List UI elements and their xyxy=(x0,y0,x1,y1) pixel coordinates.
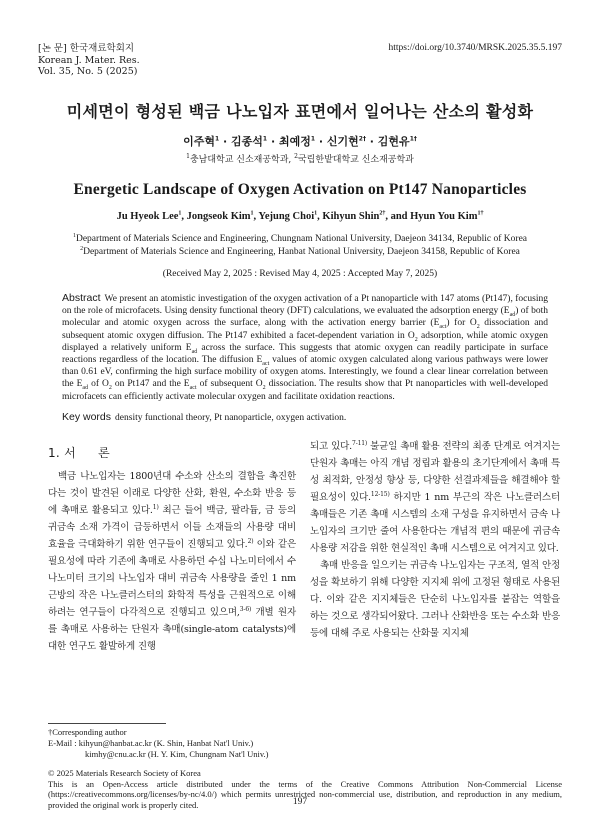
author-en-sup: 1† xyxy=(477,210,484,217)
abstract-text: of O xyxy=(88,379,109,390)
author-separator: · xyxy=(219,135,232,148)
citation: 3-6) xyxy=(239,605,252,613)
abstract-sub: ad xyxy=(82,385,89,392)
abstract-label: Abstract xyxy=(62,292,101,304)
author-kr-name: 이주혁 xyxy=(183,135,215,148)
author-en-name: Kihyun Shin xyxy=(322,211,380,222)
author-separator: · xyxy=(365,135,378,148)
author-en-sep: , xyxy=(317,211,323,222)
body-text: 최근 들어 백금, 팔라듐, 금 등의 귀금속 소재 가격이 급등하면서 이들 소재들의 사용량 대비 효율을 극대화하기 위한 연구들이 진행되고 있다. xyxy=(48,505,296,550)
body-text: 개별 원자를 촉매로 사용하는 단원자 촉매(single-atom catalysts)에 대한 연구도 활발하게 진행 xyxy=(48,607,296,652)
abstract-sub: 2 xyxy=(262,385,266,392)
citation: 2) xyxy=(247,537,254,545)
title-english: Energetic Landscape of Oxygen Activation on Pt147 Nanoparticles xyxy=(73,181,527,198)
affil-en-text: Department of Materials Science and Engineering, Hanbat National University, Daejeon 34158, Republic of Korea xyxy=(83,246,520,257)
abstract-text: We present an atomistic investigation of the oxygen activation of a Pt nanoparticle with 147 atoms (Pt147), focusing on the role of microfacets. Using density functional theory (DFT) calculations, we evaluated the adsorption energy (E xyxy=(62,294,548,317)
authors-korean xyxy=(0,133,600,149)
abstract-sub: 2 xyxy=(414,336,418,343)
abstract-sub: ad xyxy=(191,348,198,355)
author-en-sep: , and xyxy=(385,211,411,222)
citation: 7-11) xyxy=(352,439,368,447)
affiliations-korean xyxy=(0,152,600,165)
corresponding-author-footnote xyxy=(48,727,269,760)
paragraph xyxy=(310,557,560,642)
body-text: 촉매 반응을 일으키는 귀금속 나노입자는 구조적, 열적 안정성을 확보하기 위해 다양한 지지체 위에 고정된 형태로 사용된다. 이와 같은 지지체들은 단순히 나노입자를 붙잡는 역할을 하는 것으로 생각되어왔다. 그러나 산화반응 또는 수소화 반응 등에 대해 주로 사용되는 산화물 지지체 xyxy=(310,560,560,639)
author-en-sep: , xyxy=(181,211,187,222)
journal-name-kr: [논 문] 한국재료학회지 xyxy=(38,43,135,54)
abstract-sub: 2 xyxy=(108,385,112,392)
abstract-text: across the surface. This suggests that atomic oxygen can readily participate in surface reactions regardless of the location. The diffusion E xyxy=(62,342,548,366)
body-column-right xyxy=(310,438,560,642)
author-kr-sup: 1 xyxy=(310,135,316,143)
citation: 12-15) xyxy=(370,490,390,498)
author-en-name: Hyun You Kim xyxy=(410,211,478,222)
author-separator: · xyxy=(267,135,279,148)
citation: 1) xyxy=(152,503,159,511)
affiliation-line xyxy=(0,233,600,246)
abstract-sub: act xyxy=(189,385,197,392)
body-column-left xyxy=(48,468,296,655)
author-kr-sup: 1 xyxy=(215,135,220,143)
author-kr-sup: 1 xyxy=(262,135,268,143)
abstract-text: ) of both molecular and atomic oxygen across the surface, along with the activation energy barrier (E xyxy=(62,306,548,329)
paragraph xyxy=(310,438,560,557)
author-en-sup: 1 xyxy=(250,210,254,217)
body-text: 되고 있다. xyxy=(310,441,353,452)
abstract-text: of subsequent O xyxy=(196,379,263,390)
abstract-sub: ad xyxy=(509,312,516,319)
author-en-sup: 2† xyxy=(379,210,386,217)
journal-volume: Vol. 35, No. 5 (2025) xyxy=(38,66,138,77)
copyright: © 2025 Materials Research Society of Korea xyxy=(48,768,201,778)
title-korean: 미세면이 형성된 백금 나노입자 표면에서 일어나는 산소의 활성화 xyxy=(66,102,534,121)
affiliation-line xyxy=(0,246,600,259)
author-kr-name: 최예정 xyxy=(278,135,311,148)
affil-en-text: Department of Materials Science and Engineering, Chungnam National University, Daejeon 34134, Republic of Korea xyxy=(75,234,528,244)
body-text: 하지만 1 nm 부근의 작은 나노클러스터 촉매들은 기존 촉매 시스템의 소재 구성을 유지하면서 금속 나노입자의 크기만 줄여 사용한다는 개념적 편의 때문에 귀금속 사용량 저감을 위한 현실적인 촉매 시스템으로 여겨지고 있다. xyxy=(310,492,560,554)
author-kr-name: 김현유 xyxy=(377,135,410,148)
email-label: E-Mail : xyxy=(48,738,79,748)
abstract-text: ) for O xyxy=(446,318,477,329)
affil-kr-sup: 2 xyxy=(294,153,298,160)
affil-en-sup: 1 xyxy=(72,232,76,239)
author-en-sup: 1 xyxy=(314,210,318,217)
authors-english xyxy=(0,211,600,222)
section-title: 론 xyxy=(98,446,110,460)
abstract-text: values of atomic oxygen calculated along various pathways were lower than 0.61 eV, confirming the high surface mobility of oxygen atoms. Interestingly, we found a clear linear correlation between the E xyxy=(62,355,548,390)
abstract-text: on Pt147 and the E xyxy=(111,379,190,390)
page-number: 197 xyxy=(292,797,308,807)
body-text: 백금 나노입자는 1800년대 수소와 산소의 결합을 촉진한다는 것이 발견된 이래로 다양한 산화, 환원, 수소화 반응 등에 촉매로 활용되고 있다. xyxy=(48,471,296,516)
keywords-text: density functional theory, Pt nanoparticle, oxygen activation. xyxy=(115,413,347,423)
doi-link[interactable]: https://doi.org/10.3740/MRSK.2025.35.5.197 xyxy=(388,43,562,53)
author-en-name: Yejung Choi xyxy=(258,211,315,222)
footnote-divider xyxy=(48,723,166,724)
abstract-text: adsorption, while atomic oxygen displayed a relatively uniform E xyxy=(62,330,548,353)
affil-kr-text: 국립한밭대학교 신소재공학과 xyxy=(297,155,414,165)
email-line xyxy=(48,738,269,749)
keywords xyxy=(62,411,548,423)
author-kr-sup: 1† xyxy=(409,135,417,143)
license-text: This is an Open-Access article distributed under the terms of the Creative Commons Attribution Non-Commercial License (https://creativecommons.org/licenses/by-nc/4.0/) which permits unrestricted non-commercial use, distribution, and reproduction in any medium, provided the original work is properly cited. xyxy=(48,778,562,810)
author-en-name: Ju Hyeok Lee xyxy=(116,211,179,222)
author-separator: · xyxy=(315,135,327,148)
section-number: 1. 서 xyxy=(48,446,77,460)
body-text: 이와 같은 필요성에 따라 기존에 촉매로 사용하던 수십 나노미터에서 수 나노미터 크기의 나노입자 대비 귀금속 사용량을 줄인 1 nm 근방의 작은 나노클러스터의 화학적 특성을 근원적으로 이해하려는 연구들이 다각적으로 진행되고 있으며, xyxy=(48,539,296,618)
section-heading xyxy=(48,444,110,461)
author-en-sep: , xyxy=(253,211,259,222)
author-en-name: Jongseok Kim xyxy=(186,211,251,222)
journal-header xyxy=(38,43,140,78)
affiliations-english xyxy=(0,233,600,258)
abstract-sub: 2 xyxy=(476,324,480,331)
received-dates: (Received May 2, 2025 : Revised May 4, 2025 : Accepted May 7, 2025) xyxy=(162,269,438,279)
author-kr-name: 김종석 xyxy=(231,135,263,148)
abstract-sub: act xyxy=(262,360,270,367)
corresponding-label: †Corresponding author xyxy=(48,727,127,737)
abstract xyxy=(62,292,548,403)
email-line xyxy=(48,749,269,760)
author-en-sup: 1 xyxy=(178,210,182,217)
author-kr-name: 신기현 xyxy=(326,135,359,148)
abstract-text: dissociation. The results show that Pt nanoparticles with well-developed microfacets can efficiently activate molecular oxygen and facilitate oxidation reactions. xyxy=(62,379,548,402)
email-2[interactable]: kimhy@cnu.ac.kr (H. Y. Kim, Chungnam Nat'l Univ.) xyxy=(85,749,269,759)
author-kr-sup: 2† xyxy=(358,135,366,143)
affil-kr-sup: 1 xyxy=(186,153,190,160)
body-text: 불균일 촉매 활용 전략의 최종 단계로 여겨지는 단원자 촉매는 아직 개념 정립과 활용의 초기단계에서 촉매 특성 최적화, 안정성 향상 등, 다양한 선결과제들을 해결해야 할 필요성이 있다. xyxy=(310,441,560,503)
affil-kr-text: 충남대학교 신소재공학과, xyxy=(189,155,295,165)
email-1[interactable]: kihyun@hanbat.ac.kr (K. Shin, Hanbat Nat'l Univ.) xyxy=(78,738,254,748)
abstract-sub: act xyxy=(439,324,447,331)
keywords-label: Key words xyxy=(62,411,112,423)
affil-en-sup: 2 xyxy=(80,245,84,252)
journal-name-en: Korean J. Mater. Res. xyxy=(38,54,140,66)
abstract-text: dissociation and subsequent atomic oxygen diffusion. The Pt147 exhibited a facet-dependent variation in O xyxy=(62,318,548,341)
